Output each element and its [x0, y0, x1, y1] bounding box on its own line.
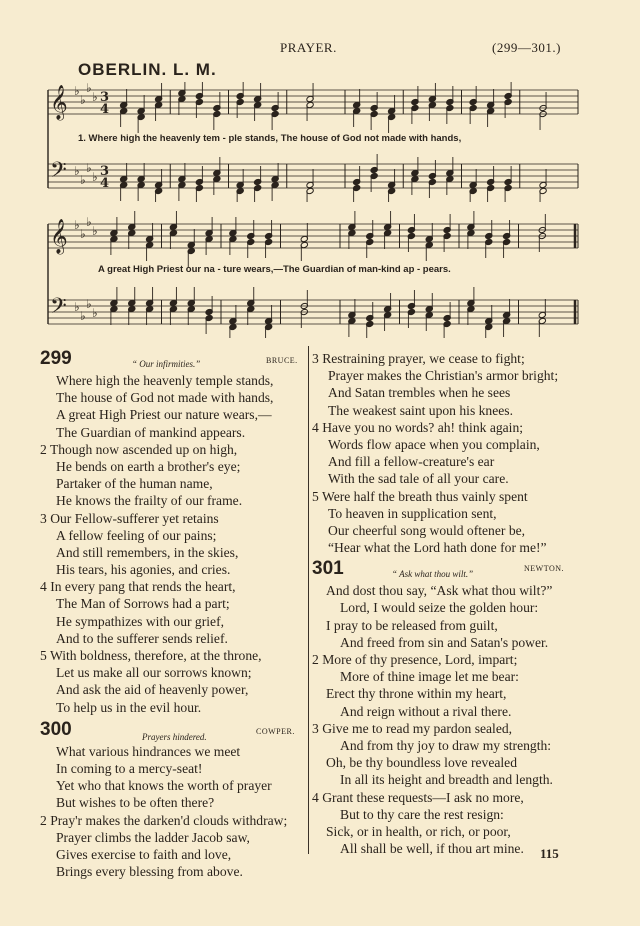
- hymn-line: What various hindrances we meet: [56, 743, 241, 759]
- hymn-line: Oh, be thy boundless love revealed: [326, 755, 518, 771]
- hymn-line: But wishes to be often there?: [56, 795, 215, 811]
- hymn-299-author: BRUCE.: [266, 356, 298, 365]
- hymn-300-number: 300: [40, 718, 72, 740]
- hymn-301-author: NEWTON.: [524, 564, 565, 574]
- hymn-line: With the sad tale of all your care.: [328, 471, 509, 487]
- flat-icon: ♭: [86, 82, 92, 95]
- page-number: 115: [540, 846, 559, 861]
- hymn-line: His tears, his agonies, and cries.: [56, 562, 231, 578]
- hymn-line: 3 Our Fellow-sufferer yet retains: [40, 510, 219, 526]
- hymn-line: 4 Have you no words? ah! think again;: [312, 419, 524, 435]
- hymn-line: Partaker of the human name,: [56, 476, 213, 492]
- hymn-299-subtitle: “ Our infirmities.”: [132, 359, 201, 369]
- hymn-line: 4 Grant these requests—I ask no more,: [312, 789, 524, 805]
- flat-icon: ♭: [92, 306, 98, 320]
- tune-name: OBERLIN. L. M.: [78, 60, 217, 79]
- hymn-300-continued-text: [312, 350, 582, 556]
- hymn-line: He sympathizes with our grief,: [56, 613, 224, 629]
- hymn-300-subtitle: Prayers hindered.: [142, 731, 207, 742]
- hymn-line: And ask the aid of heavenly power,: [56, 682, 249, 698]
- hymn-line: To help us in the evil hour.: [56, 699, 202, 715]
- hymn-line: But to thy care the rest resign:: [340, 806, 504, 822]
- hymn-line: And freed from sin and Satan's power.: [340, 634, 549, 650]
- hymn-line: Yet who that knows the worth of prayer: [56, 778, 272, 794]
- hymn-line: The weakest saint upon his knees.: [328, 402, 513, 418]
- hymn-line: 3 Restraining prayer, we cease to fight;: [312, 351, 525, 366]
- hymn-299-number: 299: [40, 348, 72, 369]
- flat-icon: ♭: [80, 227, 86, 241]
- treble-clef-icon: 𝄞: [50, 219, 68, 254]
- hymn-line: And still remembers, in the skies,: [56, 544, 239, 560]
- hymn-line: Gives exercise to faith and love,: [56, 846, 232, 862]
- hymn-line: Words flow apace when you complain,: [328, 436, 540, 452]
- left-column: [40, 350, 305, 880]
- hymn-line: A fellow feeling of our pains;: [56, 527, 217, 543]
- flat-icon: ♭: [80, 173, 86, 187]
- hymn-line: 5 With boldness, therefore, at the throne,: [40, 648, 262, 663]
- hymn-line: He bends on earth a brother's eye;: [56, 458, 241, 474]
- hymn-line: 3 Give me to read my pardon sealed,: [312, 720, 513, 736]
- right-column: [312, 350, 582, 857]
- hymn-line: In coming to a mercy-seat!: [56, 760, 203, 776]
- time-signature-top: 3: [100, 90, 110, 105]
- hymn-line: And dost thou say, “Ask what thou wilt?”: [326, 583, 553, 599]
- hymn-line: Prayer climbs the ladder Jacob saw,: [56, 829, 250, 845]
- hymn-300-text: [40, 743, 305, 881]
- hymn-line: Our cheerful song would oftener be,: [328, 522, 526, 538]
- hymn-line: 2 Though now ascended up on high,: [40, 441, 238, 457]
- hymn-line: Lord, I would seize the golden hour:: [340, 600, 539, 616]
- flat-icon: ♭: [86, 161, 92, 175]
- hymn-line: The house of God not made with hands,: [56, 390, 274, 406]
- flat-icon: ♭: [92, 90, 98, 104]
- hymn-299-text: [40, 372, 305, 716]
- hymn-line: In all its height and breadth and length.: [340, 772, 553, 788]
- hymn-line: More of thine image let me bear:: [340, 669, 519, 685]
- flat-icon: ♭: [92, 224, 98, 238]
- note-group: [110, 287, 578, 338]
- flat-icon: ♭: [86, 297, 92, 311]
- treble-staff: [48, 215, 578, 255]
- hymn-line: 2 More of thy presence, Lord, impart;: [312, 652, 518, 667]
- time-signature-bottom: 4: [100, 102, 110, 117]
- flat-icon: ♭: [74, 164, 80, 178]
- hymn-line: A great High Priest our nature wears,—: [56, 407, 272, 423]
- hymn-line: I pray to be released from guilt,: [326, 617, 498, 633]
- hymn-line: Where high the heavenly temple stands,: [56, 373, 274, 388]
- hymn-line: Sick, or in health, or rich, or poor,: [326, 823, 511, 839]
- flat-icon: ♭: [86, 215, 92, 229]
- hymn-301-text: [312, 582, 582, 857]
- hymn-300-author: COWPER.: [256, 726, 295, 736]
- bass-clef-icon: 𝄢: [50, 294, 67, 324]
- hymn-line: And from thy joy to draw my strength:: [340, 737, 552, 753]
- hymn-line: “Hear what the Lord hath done for me!”: [328, 540, 547, 556]
- bass-staff: [48, 294, 578, 324]
- hymn-line: Prayer makes the Christian's armor bright;: [328, 368, 559, 384]
- hymn-line: Let us make all our sorrows known;: [56, 665, 252, 681]
- bass-clef-icon: 𝄢: [50, 158, 67, 188]
- hymn-line: Erect thy throne within my heart,: [326, 686, 507, 702]
- hymn-line: 2 Pray'r makes the darken'd clouds withdraw;: [40, 812, 288, 828]
- treble-clef-icon: 𝄞: [50, 85, 68, 120]
- flat-icon: ♭: [80, 93, 86, 107]
- hymn-line: To heaven in supplication sent,: [328, 505, 497, 521]
- hymn-line: And Satan trembles when he sees: [328, 385, 511, 401]
- column-divider: [308, 346, 309, 854]
- hymn-301-number: 301: [312, 558, 344, 580]
- lyric-line-2: A great High Priest our na - ture wears,—The Guardian of man-kind ap - pears.: [98, 264, 451, 275]
- hymn-line: 5 Were half the breath thus vainly spent: [312, 488, 528, 504]
- page-header-range: (299—301.): [492, 40, 561, 55]
- flat-icon: ♭: [80, 309, 86, 323]
- time-signature-top: 3: [100, 164, 110, 179]
- flat-icon: ♭: [74, 84, 80, 98]
- hymn-line: Brings every blessing from above.: [56, 864, 243, 880]
- hymn-line: And fill a fellow-creature's ear: [328, 454, 495, 470]
- hymn-line: And to the sufferer sends relief.: [56, 630, 228, 646]
- flat-icon: ♭: [92, 170, 98, 184]
- hymn-line: The Man of Sorrows had a part;: [56, 596, 230, 612]
- flat-icon: ♭: [74, 218, 80, 232]
- page-header-title: PRAYER.: [280, 40, 337, 55]
- note-group: [110, 211, 578, 267]
- hymn-line: All shall be well, if thou art mine.: [340, 841, 524, 857]
- hymn-line: He knows the frailty of our frame.: [56, 493, 243, 509]
- flat-icon: ♭: [74, 300, 80, 314]
- hymn-line: 4 In every pang that rends the heart,: [40, 579, 236, 595]
- time-signature-bottom: 4: [100, 176, 110, 191]
- lyric-line-1: 1. Where high the heavenly tem - ple stands, The house of God not made with hands,: [78, 133, 462, 144]
- hymn-line: And reign without a rival there.: [340, 703, 512, 719]
- hymn-line: The Guardian of mankind appears.: [56, 424, 246, 440]
- note-group: [120, 154, 578, 202]
- hymn-301-subtitle: “ Ask what thou wilt.”: [392, 569, 474, 580]
